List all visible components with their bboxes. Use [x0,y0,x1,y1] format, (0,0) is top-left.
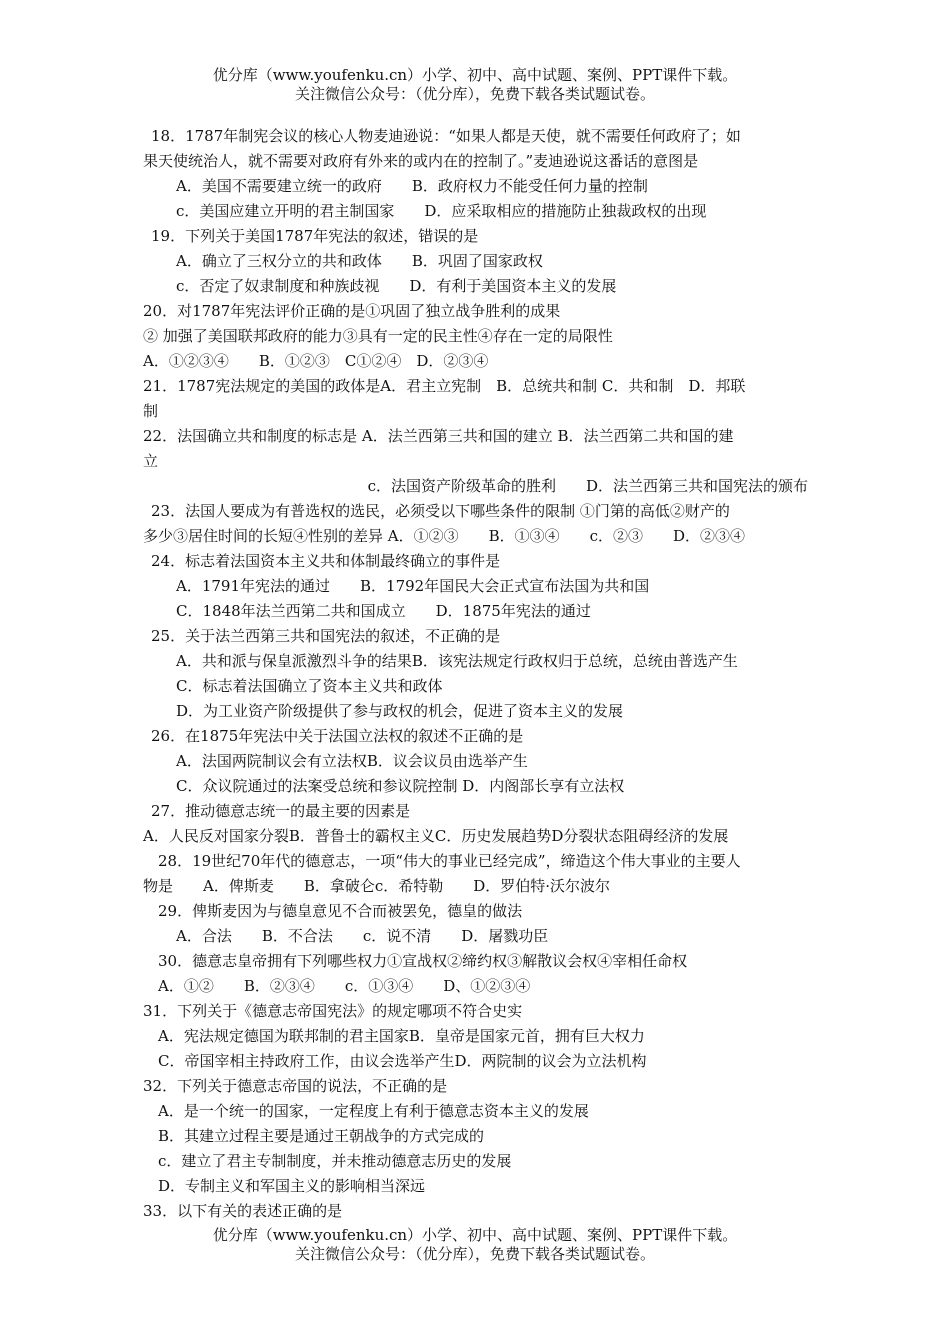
text-line: c．美国应建立开明的君主制国家 D．应采取相应的措施防止独裁政权的出现 [176,202,707,220]
text-line: 立 [143,452,159,470]
text-line: 27．推动德意志统一的最主要的因素是 [151,802,411,820]
question-body [143,124,808,1224]
text-line: D．为工业资产阶级提供了参与政权的机会，促进了资本主义的发展 [176,702,624,720]
text-line: 18．1787年制宪会议的核心人物麦迪逊说：“如果人都是天使，就不需要任何政府了；如 [151,127,741,145]
text-line: A．宪法规定德国为联邦制的君主国家B．皇帝是国家元首，拥有巨大权力 [158,1027,645,1045]
text-line: 31．下列关于《德意志帝国宪法》的规定哪项不符合史实 [143,1002,523,1020]
text-line: 20．对1787年宪法评价正确的是①巩固了独立战争胜利的成果 [143,302,561,320]
text-line: 24．标志着法国资本主义共和体制最终确立的事件是 [151,552,501,570]
text-line: 32．下列关于德意志帝国的说法，不正确的是 [143,1077,448,1095]
text-line: 多少③居住时间的长短④性别的差异 A．①②③ B．①③④ c．②③ D．②③④ [143,527,746,545]
text-line: A．确立了三权分立的共和政体 B．巩固了国家政权 [176,252,543,270]
text-line: A．合法 B．不合法 c．说不清 D．屠戮功臣 [176,927,549,945]
footer-line-1: 优分库（www.youfenku.cn）小学、初中、高中试题、案例、PPT课件下载。 [212,1226,738,1244]
text-line: 21．1787宪法规定的美国的政体是A．君主立宪制 B．总统共和制 C．共和制 D．邦联 [143,377,746,395]
page-footer [0,1226,950,1264]
text-line: A．1791年宪法的通过 B．1792年国民大会正式宣布法国为共和国 [176,577,650,595]
text-line: c．建立了君主专制制度，并未推动德意志历史的发展 [158,1152,512,1170]
text-line: A．人民反对国家分裂B．普鲁士的霸权主义C．历史发展趋势D分裂状态阻碍经济的发展 [143,827,729,845]
text-line: 30．德意志皇帝拥有下列哪些权力①宣战权②缔约权③解散议会权④宰相任命权 [158,952,688,970]
text-line: 33．以下有关的表述正确的是 [143,1202,343,1220]
text-line: C．1848年法兰西第二共和国成立 D．1875年宪法的通过 [176,602,591,620]
text-line: ② 加强了美国联邦政府的能力③具有一定的民主性④存在一定的局限性 [143,327,613,345]
text-line: 28．19世纪70年代的德意志，一项“伟大的事业已经完成”，缔造这个伟大事业的主要人 [158,852,741,870]
text-line: c．否定了奴隶制度和种族歧视 D．有利于美国资本主义的发展 [176,277,617,295]
text-line: C．帝国宰相主持政府工作，由议会选举产生D．两院制的议会为立法机构 [158,1052,647,1070]
text-line: A．是一个统一的国家，一定程度上有利于德意志资本主义的发展 [158,1102,589,1120]
page-header [0,66,950,104]
text-line: A．共和派与保皇派激烈斗争的结果B．该宪法规定行政权归于总统，总统由普选产生 [176,652,738,670]
text-line: 制 [143,402,159,420]
text-line: 29．俾斯麦因为与德皇意见不合而被罢免，德皇的做法 [158,902,523,920]
text-line: 19．下列关于美国1787年宪法的叙述，错误的是 [151,227,479,245]
text-line: A．①②③④ B．①②③ C①②④ D．②③④ [143,352,489,370]
header-line-2: 关注微信公众号：（优分库），免费下载各类试题试卷。 [294,85,655,103]
text-line: A．美国不需要建立统一的政府 B．政府权力不能受任何力量的控制 [176,177,648,195]
text-line: 25．关于法兰西第三共和国宪法的叙述，不正确的是 [151,627,501,645]
text-line: 22．法国确立共和制度的标志是 A．法兰西第三共和国的建立 B．法兰西第二共和国的建 [143,427,734,445]
text-line: C．标志着法国确立了资本主义共和政体 [176,677,443,695]
text-line: 26．在1875年宪法中关于法国立法权的叙述不正确的是 [151,727,524,745]
text-line: A．①② B．②③④ c．①③④ D、①②③④ [158,977,531,995]
header-line-1: 优分库（www.youfenku.cn）小学、初中、高中试题、案例、PPT课件下载。 [212,66,738,84]
text-line: B．其建立过程主要是通过王朝战争的方式完成的 [158,1127,485,1145]
footer-line-2: 关注微信公众号：（优分库），免费下载各类试题试卷。 [294,1245,655,1263]
text-line: D．专制主义和军国主义的影响相当深远 [158,1177,426,1195]
text-line: C．众议院通过的法案受总统和参议院控制 D．内阁部长享有立法权 [176,777,625,795]
text-line: 物是 A．俾斯麦 B．拿破仑c．希特勒 D．罗伯特·沃尔波尔 [143,877,611,895]
text-line: c．法国资产阶级革命的胜利 D．法兰西第三共和国宪法的颁布 [367,477,808,495]
text-line: 23．法国人要成为有普选权的选民，必须受以下哪些条件的限制 ①门第的高低②财产的 [151,502,730,520]
text-line: A．法国两院制议会有立法权B．议会议员由选举产生 [176,752,528,770]
text-line: 果天使统治人，就不需要对政府有外来的或内在的控制了。”麦迪逊说这番话的意图是 [143,152,699,170]
